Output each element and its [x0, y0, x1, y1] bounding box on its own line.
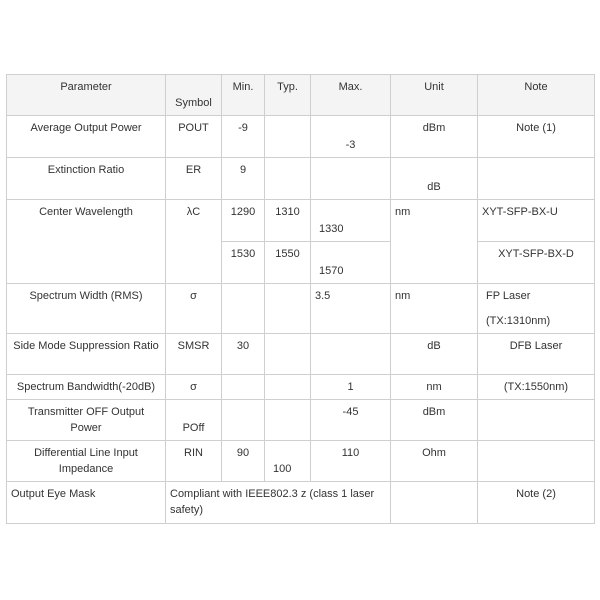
cell-compliance: Compliant with IEEE802.3 z (class 1 laser safety) [166, 482, 391, 524]
cell-typ [265, 158, 311, 200]
cell-parameter: Average Output Power [7, 116, 166, 158]
cell-min: 30 [222, 334, 265, 375]
cell-min [222, 284, 265, 334]
cell-unit: dBm [391, 400, 478, 441]
cell-symbol: σ [166, 284, 222, 334]
cell-note [478, 400, 595, 441]
cell-parameter: Spectrum Width (RMS) [7, 284, 166, 334]
table-row [7, 284, 595, 334]
cell-symbol: SMSR [166, 334, 222, 375]
cell-min: 1290 [222, 200, 265, 242]
cell-unit: Ohm [391, 441, 478, 482]
cell-note: (TX:1550nm) [478, 375, 595, 400]
cell-typ: 1550 [265, 242, 311, 284]
cell-symbol: POUT [166, 116, 222, 158]
cell-unit [391, 482, 478, 524]
cell-symbol: λC [166, 200, 222, 284]
cell-typ: 100 [265, 441, 311, 482]
cell-typ [265, 116, 311, 158]
table-row [7, 116, 595, 158]
cell-parameter: Transmitter OFF Output Power [7, 400, 166, 441]
cell-note: XYT-SFP-BX-U [478, 200, 595, 242]
header-symbol: Symbol [166, 75, 222, 116]
header-max: Max. [311, 75, 391, 116]
cell-min: 1530 [222, 242, 265, 284]
cell-note: Note (2) [478, 482, 595, 524]
cell-min: -9 [222, 116, 265, 158]
cell-parameter: Center Wavelength [7, 200, 166, 284]
cell-symbol: ER [166, 158, 222, 200]
table-row [7, 334, 595, 375]
cell-max [311, 334, 391, 375]
table-header-row [7, 75, 595, 116]
cell-symbol: POff [166, 400, 222, 441]
cell-note [478, 158, 595, 200]
cell-parameter: Side Mode Suppression Ratio [7, 334, 166, 375]
table-row [7, 400, 595, 441]
header-unit: Unit [391, 75, 478, 116]
cell-note [478, 441, 595, 482]
cell-note [478, 284, 595, 334]
cell-min: 9 [222, 158, 265, 200]
cell-parameter: Differential Line Input Impedance [7, 441, 166, 482]
cell-typ [265, 400, 311, 441]
cell-max: 1330 [311, 200, 391, 242]
cell-max: 3.5 [311, 284, 391, 334]
cell-max: -3 [311, 116, 391, 158]
cell-min: 90 [222, 441, 265, 482]
cell-unit: dB [391, 158, 478, 200]
cell-parameter: Spectrum Bandwidth(-20dB) [7, 375, 166, 400]
cell-typ: 1310 [265, 200, 311, 242]
cell-max: 1 [311, 375, 391, 400]
table-row [7, 441, 595, 482]
cell-note: XYT-SFP-BX-D [478, 242, 595, 284]
header-typ: Typ. [265, 75, 311, 116]
cell-symbol: RIN [166, 441, 222, 482]
table-row [7, 375, 595, 400]
header-min: Min. [222, 75, 265, 116]
header-parameter: Parameter [7, 75, 166, 116]
cell-unit: dBm [391, 116, 478, 158]
cell-max: 1570 [311, 242, 391, 284]
cell-unit: nm [391, 200, 478, 284]
cell-parameter: Output Eye Mask [7, 482, 166, 524]
cell-unit: dB [391, 334, 478, 375]
table-row [7, 482, 595, 524]
cell-max: -45 [311, 400, 391, 441]
cell-min [222, 400, 265, 441]
cell-typ [265, 284, 311, 334]
cell-max: 110 [311, 441, 391, 482]
spec-table [6, 74, 595, 524]
table-row [7, 158, 595, 200]
cell-unit: nm [391, 375, 478, 400]
cell-note: Note (1) [478, 116, 595, 158]
cell-note: DFB Laser [478, 334, 595, 375]
cell-typ [265, 334, 311, 375]
cell-max [311, 158, 391, 200]
cell-unit: nm [391, 284, 478, 334]
cell-parameter: Extinction Ratio [7, 158, 166, 200]
cell-symbol: σ [166, 375, 222, 400]
cell-typ [265, 375, 311, 400]
cell-min [222, 375, 265, 400]
header-note: Note [478, 75, 595, 116]
note-line-2: (TX:1310nm) [486, 315, 551, 327]
table-row [7, 200, 595, 242]
note-line-1: FP Laser [486, 290, 531, 302]
